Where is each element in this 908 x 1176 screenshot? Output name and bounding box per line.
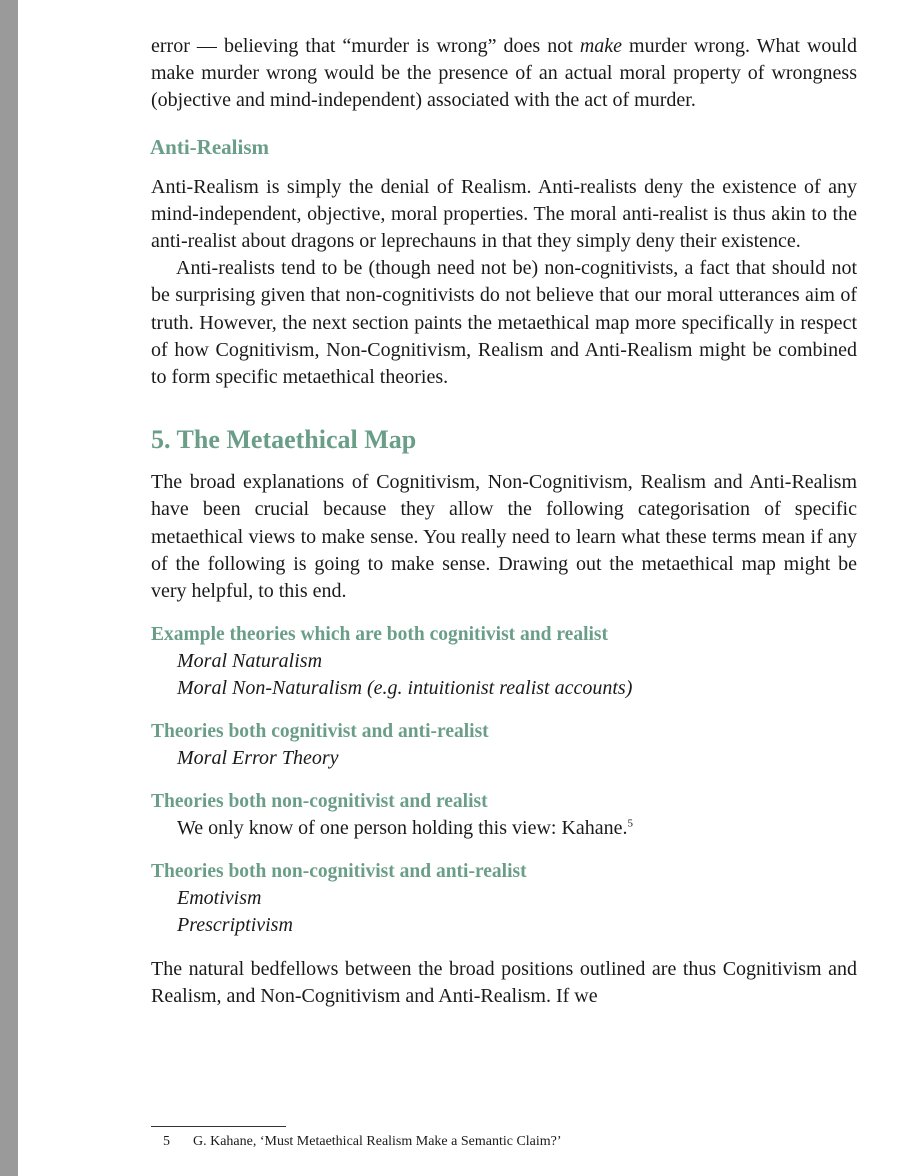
theory-group-non-cognitivist-anti-realist	[151, 858, 857, 939]
section-5-paragraph: The broad explanations of Cognitivism, Non-Cognitivism, Realism and Anti-Realism have been crucial because they allow the following categorisation of specific metaethical views to make sense. You really need to learn what these terms mean if any of the following is going to make sense. Drawing out the metaethical map might be very helpful, to this end.	[151, 471, 857, 603]
theory-item: Emotivism	[177, 887, 262, 910]
anti-realism-heading: Anti-Realism	[150, 134, 269, 159]
theory-item-text: We only know of one person holding this view: Kahane.	[177, 817, 628, 840]
theory-item: Prescriptivism	[177, 914, 293, 937]
theory-group-heading: Theories both cognitivist and anti-realist	[151, 721, 489, 743]
intro-paragraph	[151, 33, 857, 115]
theory-item: Moral Error Theory	[177, 747, 339, 770]
anti-realism-paragraph-1: Anti-Realism is simply the denial of Realism. Anti-realists deny the existence of any mind-independent, objective, moral properties. The moral anti-realist is thus akin to the anti-realist about dragons or leprechauns in that they simply deny their existence.	[151, 175, 857, 253]
theory-group-heading: Theories both non-cognitivist and anti-realist	[151, 861, 527, 883]
footnote-divider	[151, 1126, 286, 1127]
footnote-text: G. Kahane, ‘Must Metaethical Realism Make a Semantic Claim?’	[193, 1134, 562, 1149]
section-5-heading: 5. The Metaethical Map	[151, 425, 417, 455]
footnote	[163, 1133, 562, 1151]
theory-group-non-cognitivist-realist	[151, 788, 857, 842]
intro-text-start: error — believing that “murder is wrong” does not	[151, 35, 580, 57]
theory-item: Moral Naturalism	[177, 650, 323, 673]
footnote-reference[interactable]: 5	[627, 817, 634, 830]
closing-paragraph: The natural bedfellows between the broad positions outlined are thus Cognitivism and Realism, and Non-Cognitivism and Anti-Realism. If we	[151, 958, 857, 1008]
left-margin-bar	[0, 0, 18, 1176]
intro-emphasis: make	[579, 35, 623, 57]
page-content	[151, 33, 857, 1011]
intro-text-end: murder wrong. What would make murder wrong would be the presence of an actual moral property of wrongness (objective and mind-independent) associated with the act of murder.	[151, 35, 857, 112]
theory-group-heading: Theories both non-cognitivist and realist	[151, 791, 488, 813]
footnote-number: 5	[163, 1134, 170, 1149]
theory-group-cognitivist-anti-realist	[151, 718, 857, 772]
theory-item	[151, 815, 857, 842]
theory-group-cognitivist-realist	[151, 621, 857, 702]
theory-item: Moral Non-Naturalism (e.g. intuitionist realist accounts)	[177, 677, 633, 700]
theory-group-heading: Example theories which are both cognitivist and realist	[151, 624, 608, 646]
anti-realism-paragraph-2: Anti-realists tend to be (though need not be) non-cognitivists, a fact that should not be surprising given that non-cognitivists do not believe that our moral utterances aim of truth. However, the next section paints the metaethical map more specifically in respect of how Cognitivism, Non-Cognitivism, Realism and Anti-Realism might be combined to form specific metaethical theories.	[151, 257, 857, 389]
